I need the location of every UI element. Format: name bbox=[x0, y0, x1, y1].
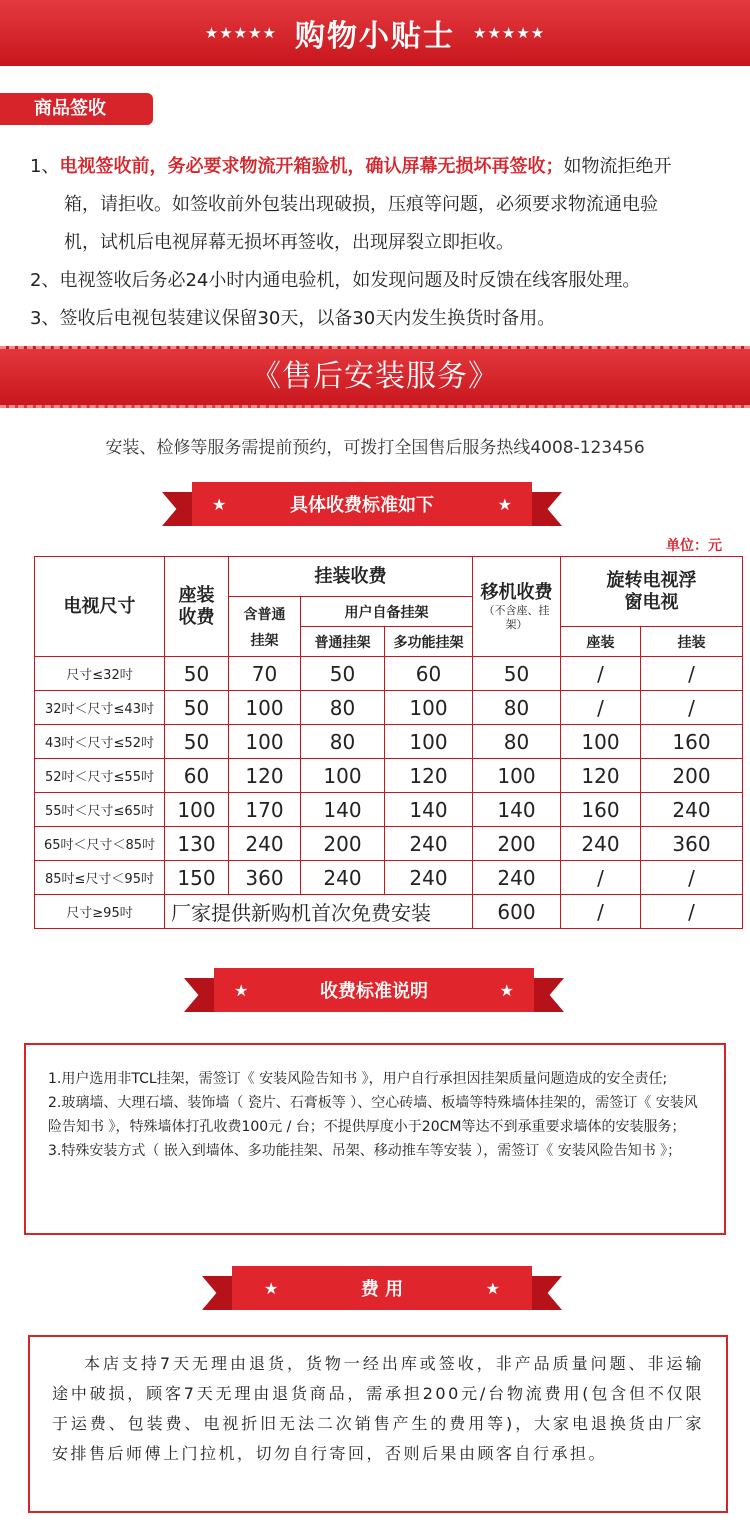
fee-ribbon bbox=[192, 482, 532, 526]
rotate-seat-cell: / bbox=[561, 691, 641, 725]
receipt-item-1-cont: 机，试机后电视屏幕无损坏再签收，出现屏裂立即拒收。 bbox=[64, 232, 514, 253]
seat-cell: 150 bbox=[165, 861, 229, 895]
note-item: 2.玻璃墙、大理石墙、装饰墙（ 瓷片、石膏板等 ）、空心砖墙、板墙等特殊墙体挂架的，需签订《 安装风险告知书 》，特殊墙体打孔收费100元 / 台；不提供厚度小于20CM等达不到承重要求墙体的安装服务； bbox=[48, 1095, 698, 1135]
col-header-multi-bracket: 多功能挂架 bbox=[385, 627, 473, 657]
seat-cell: 100 bbox=[165, 793, 229, 827]
star-icon: ★ bbox=[264, 1278, 279, 1298]
move-cell: 140 bbox=[473, 793, 561, 827]
table-row bbox=[35, 657, 743, 691]
section-tag-receipt: 商品签收 bbox=[0, 93, 153, 125]
size-cell: 尺寸≥95吋 bbox=[35, 895, 165, 929]
receipt-warning: 电视签收前，务必要求物流开箱验机，确认屏幕无损坏再签收； bbox=[59, 156, 564, 177]
normal-bracket-cell: 200 bbox=[301, 827, 385, 861]
size-cell: 尺寸≤32吋 bbox=[35, 657, 165, 691]
note-item: 3.特殊安装方式（ 嵌入到墙体、多功能挂架、吊架、移动推车等安装 ），需签订《 安装风险告知书 》； bbox=[48, 1143, 682, 1159]
table-row bbox=[35, 725, 743, 759]
star-icon: ★ bbox=[499, 980, 514, 1000]
seat-cell: 130 bbox=[165, 827, 229, 861]
normal-bracket-cell: 140 bbox=[301, 793, 385, 827]
move-fee-note: （不含座、挂架） bbox=[483, 603, 550, 631]
rotate-wall-cell: 160 bbox=[641, 725, 743, 759]
normal-bracket-cell: 240 bbox=[301, 861, 385, 895]
receipt-item-3: 3、签收后电视包装建议保留30天，以备30天内发生换货时备用。 bbox=[30, 308, 556, 329]
rotate-seat-cell: 100 bbox=[561, 725, 641, 759]
rotate-seat-cell: 160 bbox=[561, 793, 641, 827]
incl-bracket-cell: 120 bbox=[229, 759, 301, 793]
receipt-item-1: 1、电视签收前，务必要求物流开箱验机，确认屏幕无损坏再签收；如物流拒绝开 bbox=[30, 156, 672, 177]
page-title: 购物小贴士 bbox=[295, 19, 455, 54]
size-cell: 43吋＜尺寸≤52吋 bbox=[35, 725, 165, 759]
size-cell: 32吋＜尺寸≤43吋 bbox=[35, 691, 165, 725]
star-icon: ★★★★★ bbox=[473, 24, 546, 42]
table-row bbox=[35, 827, 743, 861]
size-cell: 52吋＜尺寸≤55吋 bbox=[35, 759, 165, 793]
rotate-wall-cell: 240 bbox=[641, 793, 743, 827]
unit-label: 单位：元 bbox=[666, 538, 722, 554]
receipt-item-1-cont: 箱，请拒收。如签收前外包装出现破损，压痕等问题，必须要求物流通电验 bbox=[64, 194, 658, 215]
fee-ribbon-title: 具体收费标准如下 bbox=[290, 495, 434, 516]
size-cell: 55吋＜尺寸≤65吋 bbox=[35, 793, 165, 827]
rotate-seat-cell: / bbox=[561, 861, 641, 895]
rotate-seat-cell: / bbox=[561, 895, 641, 929]
rotate-wall-cell: 200 bbox=[641, 759, 743, 793]
col-header-rotate-wall: 挂装 bbox=[641, 627, 743, 657]
col-header-seat-install: 座装收费 bbox=[165, 557, 229, 657]
seat-cell: 60 bbox=[165, 759, 229, 793]
multi-bracket-cell: 100 bbox=[385, 725, 473, 759]
multi-bracket-cell: 60 bbox=[385, 657, 473, 691]
move-cell: 80 bbox=[473, 725, 561, 759]
normal-bracket-cell: 80 bbox=[301, 725, 385, 759]
incl-bracket-cell: 170 bbox=[229, 793, 301, 827]
normal-bracket-cell: 80 bbox=[301, 691, 385, 725]
rotate-wall-cell: / bbox=[641, 895, 743, 929]
size-cell: 65吋＜尺寸＜85吋 bbox=[35, 827, 165, 861]
receipt-item-2: 2、电视签收后务必24小时内通电验机，如发现问题及时反馈在线客服处理。 bbox=[30, 270, 641, 291]
move-cell: 240 bbox=[473, 861, 561, 895]
rotate-seat-cell: / bbox=[561, 657, 641, 691]
star-icon: ★ bbox=[234, 980, 249, 1000]
table-row bbox=[35, 691, 743, 725]
table-row bbox=[35, 895, 743, 929]
incl-bracket-cell: 360 bbox=[229, 861, 301, 895]
star-icon: ★ bbox=[212, 494, 227, 514]
free-install-cell: 厂家提供新购机首次免费安装 bbox=[165, 895, 473, 929]
notes-ribbon-title: 收费标准说明 bbox=[320, 981, 428, 1002]
move-cell: 600 bbox=[473, 895, 561, 929]
size-cell: 85吋≤尺寸＜95吋 bbox=[35, 861, 165, 895]
multi-bracket-cell: 240 bbox=[385, 827, 473, 861]
cost-policy-text: 本店支持7天无理由退货，货物一经出库或签收，非产品质量问题、非运输途中破损，顾客7天无理由退货商品，需承担200元/台物流费用(包含但不仅限于运费、包装费、电视折旧无法二次销售产生的费用等)，大家电退换货由厂家安排售后师傅上门拉机，切勿自行寄回，否则后果由顾客自行承担。 bbox=[52, 1354, 704, 1463]
multi-bracket-cell: 140 bbox=[385, 793, 473, 827]
table-row bbox=[35, 861, 743, 895]
col-header-wall-fee: 挂装收费 bbox=[229, 557, 473, 597]
service-banner: 《售后安装服务》 bbox=[0, 346, 750, 408]
incl-bracket-cell: 70 bbox=[229, 657, 301, 691]
rotate-wall-cell: / bbox=[641, 691, 743, 725]
notes-ribbon bbox=[214, 968, 534, 1012]
normal-bracket-cell: 50 bbox=[301, 657, 385, 691]
top-banner bbox=[0, 0, 750, 66]
seat-cell: 50 bbox=[165, 691, 229, 725]
note-item: 1.用户选用非TCL挂架，需签订《 安装风险告知书 》，用户自行承担因挂架质量问题造成的安全责任; bbox=[48, 1071, 668, 1087]
rotate-seat-cell: 240 bbox=[561, 827, 641, 861]
hotline-text: 安装、检修等服务需提前预约，可拨打全国售后服务热线4008-123456 bbox=[105, 438, 645, 458]
col-header-normal-bracket: 普通挂架 bbox=[301, 627, 385, 657]
cost-ribbon bbox=[232, 1266, 532, 1310]
col-header-incl-bracket: 含普通 挂架 bbox=[229, 597, 301, 657]
rotate-wall-cell: / bbox=[641, 657, 743, 691]
fee-notes bbox=[24, 1043, 726, 1235]
col-header-rotate-seat: 座装 bbox=[561, 627, 641, 657]
star-icon: ★ bbox=[485, 1278, 500, 1298]
multi-bracket-cell: 120 bbox=[385, 759, 473, 793]
seat-cell: 50 bbox=[165, 657, 229, 691]
star-icon: ★ bbox=[497, 494, 512, 514]
cost-policy bbox=[28, 1335, 728, 1513]
col-header-own-bracket: 用户自备挂架 bbox=[301, 597, 473, 627]
incl-bracket-cell: 240 bbox=[229, 827, 301, 861]
move-cell: 80 bbox=[473, 691, 561, 725]
incl-bracket-cell: 100 bbox=[229, 691, 301, 725]
fee-table bbox=[34, 556, 743, 929]
receipt-instructions bbox=[30, 148, 730, 338]
col-header-move-fee: 移机收费 （不含座、挂架） bbox=[473, 557, 561, 657]
move-cell: 50 bbox=[473, 657, 561, 691]
table-row bbox=[35, 793, 743, 827]
star-icon: ★★★★★ bbox=[204, 24, 277, 42]
rotate-seat-cell: 120 bbox=[561, 759, 641, 793]
move-cell: 100 bbox=[473, 759, 561, 793]
col-header-rotate-tv: 旋转电视浮窗电视 bbox=[561, 557, 743, 627]
seat-cell: 50 bbox=[165, 725, 229, 759]
table-row bbox=[35, 759, 743, 793]
normal-bracket-cell: 100 bbox=[301, 759, 385, 793]
rotate-wall-cell: 360 bbox=[641, 827, 743, 861]
incl-bracket-cell: 100 bbox=[229, 725, 301, 759]
cost-ribbon-title: 费 用 bbox=[360, 1279, 404, 1300]
rotate-wall-cell: / bbox=[641, 861, 743, 895]
move-cell: 200 bbox=[473, 827, 561, 861]
multi-bracket-cell: 240 bbox=[385, 861, 473, 895]
multi-bracket-cell: 100 bbox=[385, 691, 473, 725]
col-header-tv-size: 电视尺寸 bbox=[35, 557, 165, 657]
